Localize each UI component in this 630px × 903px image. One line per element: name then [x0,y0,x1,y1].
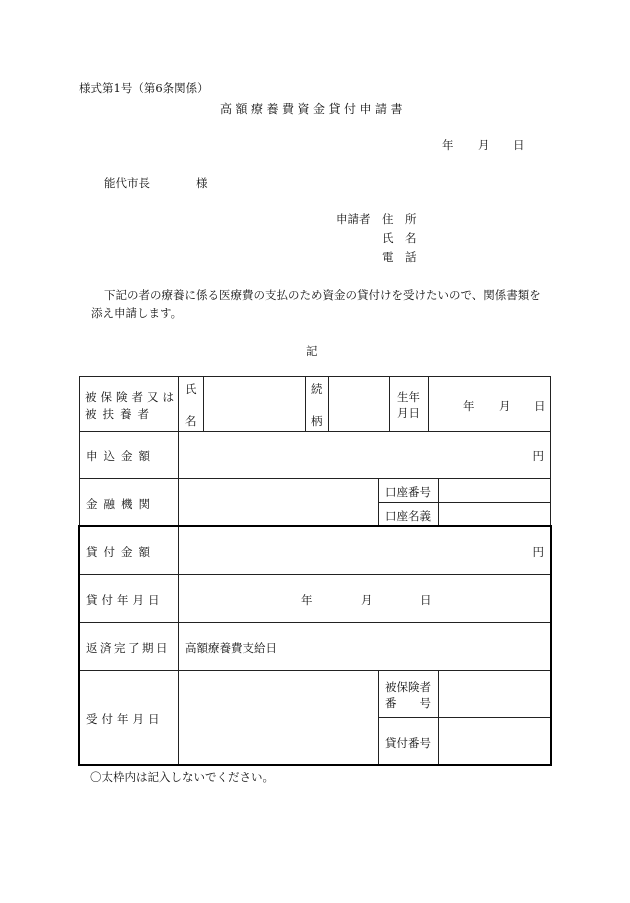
addressee-honorific: 様 [196,176,208,190]
loan-number-input-cell[interactable] [438,717,551,765]
insured-number-label-1: 被保険者 [385,680,431,694]
loan-number-label: 貸付番号 [385,736,431,750]
insured-label-1: 被保険者又は [85,390,178,404]
loan-amount-input-cell[interactable] [178,526,551,575]
loan-date-input-cell[interactable] [178,574,551,623]
account-name-label-cell [378,502,439,527]
name-label-cell [178,376,204,432]
loan-date-month: 月 [361,593,373,607]
account-name-label: 口座名義 [385,509,431,523]
account-name-input-cell[interactable] [438,502,551,527]
applicant-address-label: 住 所 [382,212,417,226]
apply-amount-yen: 円 [532,449,544,463]
birth-year: 年 [463,399,475,413]
repay-value-cell [178,622,551,671]
date-month: 月 [478,138,490,152]
applicant-phone-label: 電 話 [382,250,417,264]
relation-label-2: 柄 [311,414,323,428]
insured-label-2: 被扶養者 [85,407,155,421]
birth-day: 日 [534,399,546,413]
relation-label-cell [305,376,329,432]
received-date-label: 受付年月日 [86,712,164,726]
insured-number-label-2: 番 号 [385,696,431,710]
loan-date-label: 貸付年月日 [86,593,164,607]
birth-input-cell[interactable] [428,376,551,432]
name-input-cell[interactable] [203,376,306,432]
received-date-input-cell[interactable] [178,670,379,765]
loan-date-label-cell [79,574,179,623]
body-line-1: 下記の者の療養に係る医療費の支払のため資金の貸付けを受けたいので、関係書類を [104,288,541,302]
application-form-table [79,376,551,765]
date-day: 日 [513,138,525,152]
addressee-name: 能代市長 [104,176,150,190]
birth-label-1: 生年 [397,390,420,404]
insured-label-cell [79,376,179,432]
apply-amount-input-cell[interactable] [178,431,551,479]
applicant-name-label: 氏 名 [382,231,417,245]
repay-label-cell [79,622,179,671]
name-label-2: 名 [185,414,197,428]
page-title: 高額療養費資金貸付申請書 [220,102,407,116]
repay-label: 返済完了期日 [86,641,170,655]
repay-value: 高額療養費支給日 [185,641,277,655]
received-date-label-cell [79,670,179,765]
birth-label-cell [389,376,429,432]
bank-label: 金融機関 [86,497,156,511]
insured-number-input-cell[interactable] [438,670,551,718]
date-year: 年 [442,138,454,152]
insured-number-label-cell [378,670,439,718]
ki-marker: 記 [306,344,318,358]
loan-amount-label: 貸付金額 [86,545,156,559]
apply-amount-label-cell [79,431,179,479]
relation-input-cell[interactable] [328,376,390,432]
bank-label-cell [79,478,179,527]
loan-date-year: 年 [301,593,313,607]
form-number: 様式第1号（第6条関係） [79,81,209,95]
loan-number-label-cell [378,717,439,765]
body-line-2: 添え申請します。 [91,306,183,320]
account-number-input-cell[interactable] [438,478,551,503]
birth-month: 月 [499,399,511,413]
loan-date-day: 日 [420,593,432,607]
apply-amount-label: 申込金額 [86,449,156,463]
name-label-1: 氏 [185,382,197,396]
loan-amount-yen: 円 [532,545,544,559]
footer-note: 〇太枠内は記入しないでください。 [90,770,274,784]
account-number-label-cell [378,478,439,503]
loan-amount-label-cell [79,526,179,575]
bank-input-cell[interactable] [178,478,379,527]
account-number-label: 口座番号 [385,485,431,499]
relation-label-1: 続 [311,382,323,396]
birth-label-2: 月日 [397,406,420,420]
applicant-label: 申請者 [336,212,371,226]
